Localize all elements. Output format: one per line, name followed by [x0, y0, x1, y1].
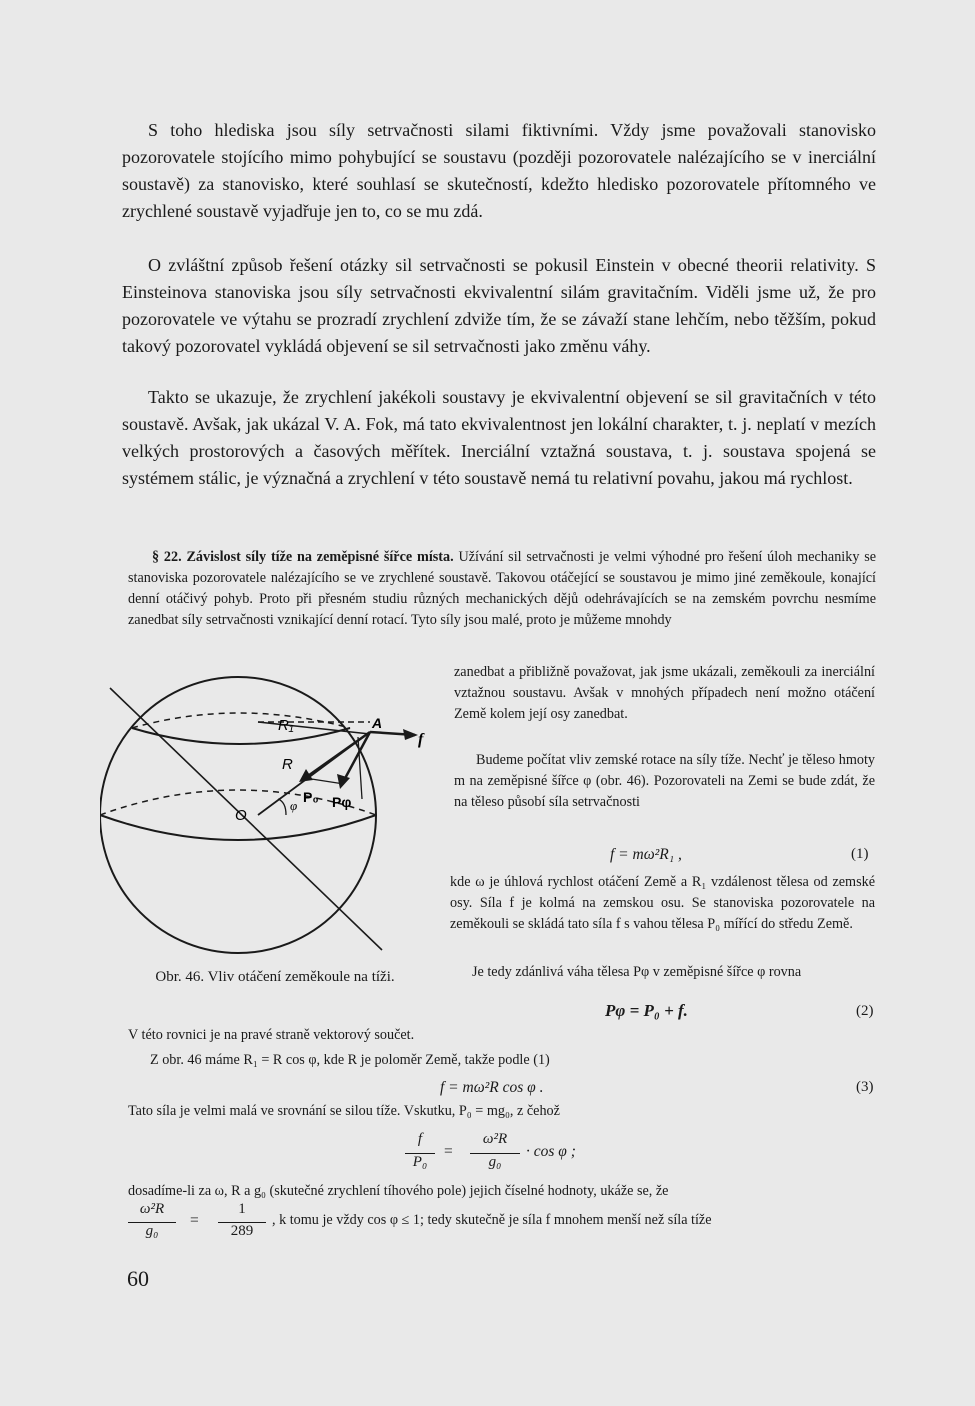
label-p0: P₀ — [303, 789, 319, 805]
equals-sign-2: = — [190, 1212, 199, 1229]
equation-3: f = mω²R cos φ . — [440, 1079, 544, 1096]
fraction-bar-c — [128, 1222, 176, 1223]
fraction-g0-denominator: g₀ — [488, 1154, 502, 1170]
line-vector-sum: V této rovnici je na pravé straně vektorový součet. — [128, 1027, 415, 1043]
label-a: A — [372, 715, 383, 731]
fraction-omega2r-over-g0-result — [128, 1201, 176, 1240]
equation-1-number: (1) — [851, 846, 869, 862]
fraction-bar-b — [470, 1153, 520, 1154]
fraction-d-denominator: 289 — [230, 1223, 254, 1239]
equals-sign-1: = — [444, 1143, 453, 1160]
column-text-3: kde ω je úhlová rychlost otáčení Země a R₁ vzdálenost tělesa od zemské osy. Síla f je kolmá na zemskou osu. Se stanoviska pozorovatele na zeměkouli se skládá tato síla f s vahou tělesa P₀ mířící do středu Země. — [450, 874, 875, 932]
line-last: , k tomu je vždy cos φ ≤ 1; tedy skutečně je síla f mnohem menší než síla tíže — [272, 1212, 712, 1228]
fraction-tail: · cos φ ; — [526, 1143, 576, 1160]
line-substitute: dosadíme-li za ω, R a g₀ (skutečné zrychlení tíhového pole) jejich číselné hodnoty, ukáže se, že — [128, 1183, 669, 1199]
r1-arrow — [258, 722, 370, 734]
column-text-4: Je tedy zdánlivá váha tělesa Pφ v zeměpisné šířce φ rovna — [472, 964, 802, 980]
figure-46-globe — [100, 660, 440, 970]
parallel-back — [132, 713, 350, 728]
column-text-1: zanedbat a přibližně považovat, jak jsme ukázali, zeměkouli za inerciální vztažnou soustavu. Avšak v mnohých případech není možno otáčení Země kolem její osy zanedbat. — [454, 664, 875, 722]
section-title: Závislost síly tíže na zeměpisné šířce místa. — [186, 549, 454, 565]
figure-caption: Obr. 46. Vliv otáčení zeměkoule na tíži. — [155, 969, 395, 985]
vector-pphi-head — [337, 774, 350, 789]
paragraph-einstein: O zvláštní způsob řešení otázky sil setrvačnosti se pokusil Einstein v obecné theorii relativity. S Einsteinova stanoviska jsou síly setrvačnosti ekvivalentní silám gravitačním. Viděli jsme už, že pro pozorovatele ve výtahu se prozradí zrychlení zdviže tím, že se závaží stane lehčím, nebo těžším, pokud takový pozorovatel vykládá objevení se sil setrvačnosti jako změnu váhy. — [122, 255, 876, 357]
fraction-one-over-289 — [218, 1201, 266, 1240]
fraction-bar-d — [218, 1222, 266, 1223]
label-o: O — [235, 807, 247, 824]
angle-phi-arc — [278, 799, 286, 815]
equation-2: Pφ = P₀ + f. — [605, 1001, 688, 1020]
fraction-omega2r-over-g0 — [470, 1131, 520, 1171]
equation-3-number: (3) — [856, 1079, 874, 1095]
page-number: 60 — [127, 1266, 149, 1291]
line-figure-ref: Z obr. 46 máme R₁ = R cos φ, kde R je poloměr Země, takže podle (1) — [150, 1052, 550, 1068]
paragraph-fictitious-forces: S toho hlediska jsou síly setrvačnosti silami fiktivními. Vždy jsme považovali stanovisko pozorovatele stojícího mimo pohybující se soustavu (později pozorovatele nalézajícího se v inerciální soustavě) za stanovisko, které souhlasí se skutečností, kdežto hledisko pozorovatele přítomného ve zrychlené soustavě vyjadřuje jen to, co se mu zdá. — [122, 120, 876, 222]
vector-pphi — [342, 732, 370, 784]
fraction-c-denominator: g₀ — [145, 1223, 159, 1239]
paragraph-fok: Takto se ukazuje, že zrychlení jakékoli soustavy je ekvivalentní objevení se sil gravitačních v této soustavě. Avšak, jak ukázal V. A. Fok, má tato ekvivalentnost jen lokální charakter, t. j. neplatí v mezích velkých prostorových a časových měřítek. Inerciální vztažná soustava, t. j. soustava spojená se systémem stálic, je význačná a zrychlení v této soustavě nemá tu relativní povahu, jakou má rychlost. — [122, 387, 876, 489]
label-pphi: Pφ — [332, 794, 352, 810]
fraction-f-numerator: f — [417, 1131, 423, 1147]
column-text-2: Budeme počítat vliv zemské rotace na síly tíže. Nechť je těleso hmoty m na zeměpisné šířce φ (obr. 46). Pozorovateli na Zemi se bude zdát, že na těleso působí síla setrvačnosti — [454, 752, 875, 810]
line-small-force: Tato síla je velmi malá ve srovnání se silou tíže. Vskutku, P₀ = mg₀, z čehož — [128, 1103, 560, 1119]
label-r1: R₁ — [278, 717, 294, 734]
fraction-bar-a — [405, 1153, 435, 1154]
equation-2-number: (2) — [856, 1003, 874, 1019]
section-intro: § 22. Závislost síly tíže na zeměpisné šířce místa. Užívání sil setrvačnosti je velmi výhodné pro řešení úloh mechaniky se stanoviska pozorovatele nalézajícího se ve zrychlené soustavě. Takovou otáčející se soustavou je mimo jiné zeměkoule, konající denní otáčivý pohyb. Proto při přesném studiu různých mechanických dějů odehrávajících se na zemském povrchu nesmíme zanedbat síly setrvačnosti vznikající denní rotací. Tyto síly jsou malé, proto je můžeme mnohdy — [128, 549, 877, 628]
fraction-d-numerator: 1 — [238, 1201, 246, 1217]
fraction-c-numerator: ω²R — [139, 1201, 165, 1217]
vector-f-head — [403, 729, 418, 740]
label-r: R — [282, 756, 293, 773]
label-f: f — [418, 731, 424, 748]
section-number: § 22. — [152, 549, 182, 565]
equation-1: f = mω²R₁ , — [610, 846, 682, 863]
label-phi: φ — [290, 798, 298, 813]
fraction-p0-denominator: P₀ — [412, 1154, 428, 1170]
fraction-f-over-p0 — [405, 1131, 435, 1171]
fraction-omega2r-numerator: ω²R — [482, 1131, 508, 1147]
